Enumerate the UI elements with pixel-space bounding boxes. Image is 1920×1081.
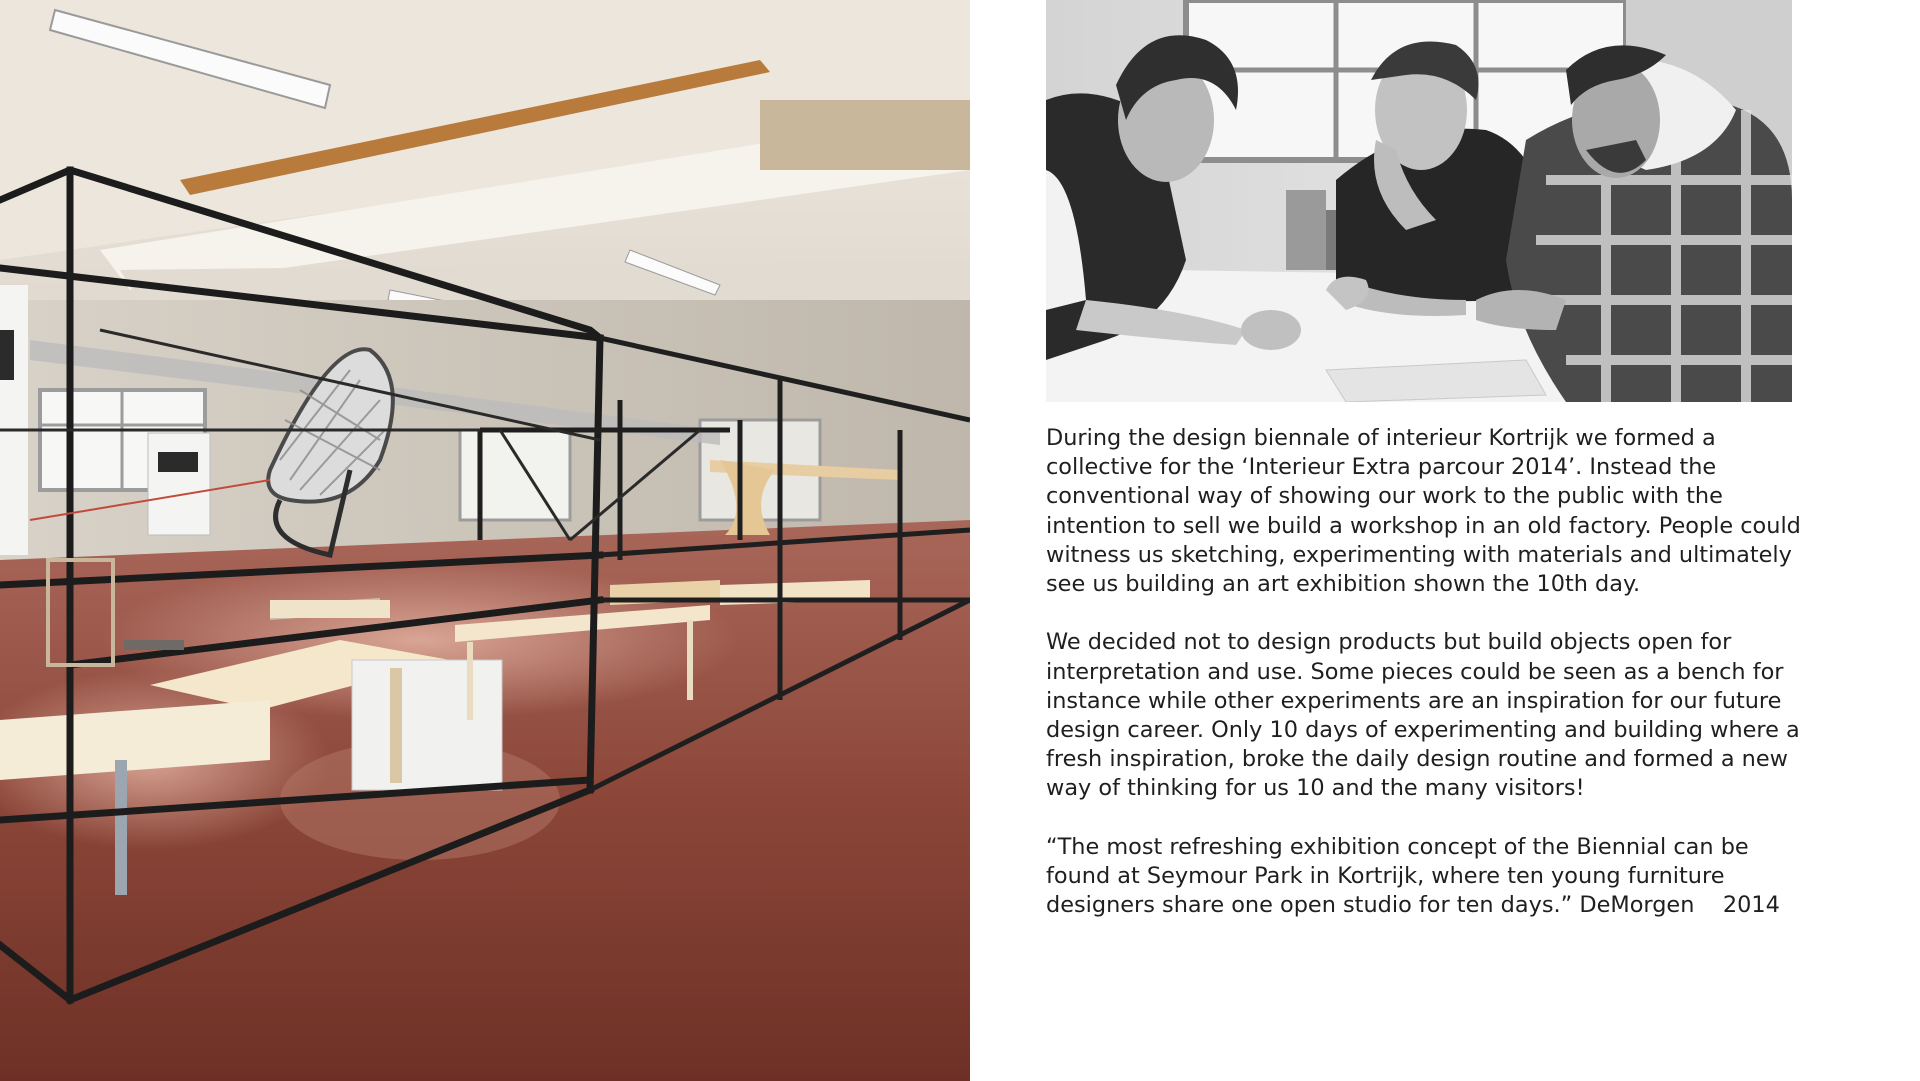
text-column	[1046, 424, 1802, 950]
press-quote	[1046, 833, 1802, 921]
poster	[0, 285, 28, 555]
poster	[148, 433, 210, 535]
quote-year: 2014	[1722, 892, 1780, 919]
designers-photo	[1046, 0, 1792, 402]
quote-source: DeMorgen	[1579, 892, 1695, 919]
concept-paragraph: We decided not to design products but build objects open for interpretation and use. Some pieces could be seen as a bench for instance while other experiments are an inspiration for our future design career. Only 10 days of experimenting and building where a fresh inspiration, broke the daily design routine and formed a new way of thinking for us 10 and the many visitors!	[1046, 629, 1800, 802]
window	[460, 430, 570, 520]
intro-paragraph: During the design biennale of interieur Kortrijk we formed a collective for the ‘Interieur Extra parcour 2014’. Instead the conventional way of showing our work to the public with the intention to sell we build a workshop in an old factory. People could witness us sketching, experimenting with materials and ultimately see us building an art exhibition shown the 10th day.	[1046, 425, 1801, 598]
quote-text: “The most refreshing exhibition concept of the Biennial can be found at Seymour Park in Kortrijk, where ten young furniture designers share one open studio for ten days.”	[1046, 833, 1749, 919]
